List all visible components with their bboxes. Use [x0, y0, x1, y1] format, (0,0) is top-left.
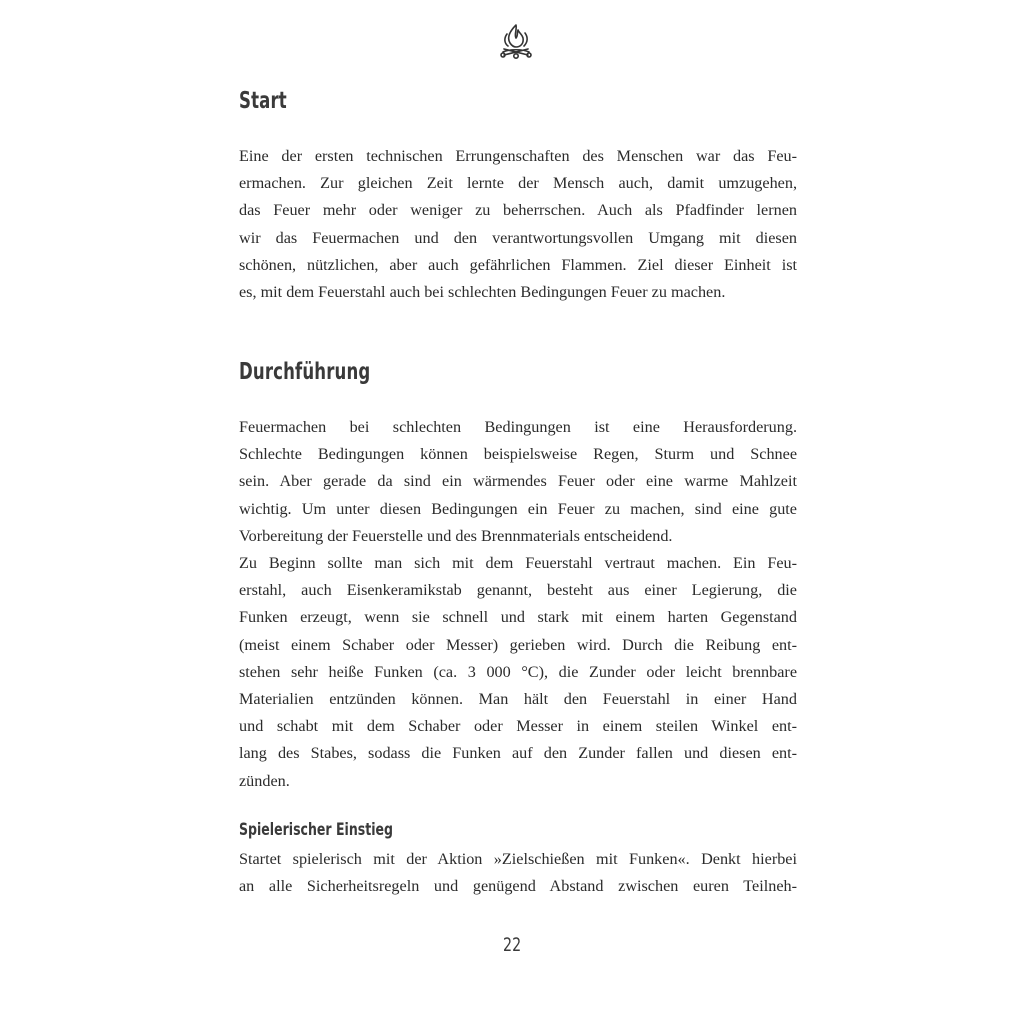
- text-line: Schlechte Bedingungen können beispielsweise Regen, Sturm und Schnee: [239, 445, 797, 464]
- text-line: Startet spielerisch mit der Aktion »Zielschießen mit Funken«. Denkt hierbei: [239, 850, 797, 868]
- text-line: schönen, nützlichen, aber auch gefährlichen Flammen. Ziel dieser Einheit ist: [239, 255, 797, 274]
- campfire-icon: [497, 22, 535, 62]
- section-heading-durchfuehrung: Durchführung: [239, 359, 371, 385]
- text-line: an alle Sicherheitsregeln und genügend Abstand zwischen euren Teilneh-: [239, 877, 797, 896]
- text-line: wir das Feuermachen und den verantwortungsvollen Umgang mit diesen: [239, 228, 797, 247]
- text-line: erstahl, auch Eisenkeramikstab genannt, besteht aus einer Legierung, die: [239, 581, 797, 600]
- text-line: Feuermachen bei schlechten Bedingungen ist eine Herausforderung.: [239, 418, 797, 436]
- text-line: Eine der ersten technischen Errungenschaften des Menschen war das Feu-: [239, 147, 797, 165]
- text-line: lang des Stabes, sodass die Funken auf den Zunder fallen und diesen ent-: [239, 744, 797, 763]
- paragraph-start: [239, 143, 797, 306]
- text-line: (meist einem Schaber oder Messer) gerieben wird. Durch die Reibung ent-: [239, 635, 797, 654]
- text-line: sein. Aber gerade da sind ein wärmendes Feuer oder eine warme Mahlzeit: [239, 472, 797, 491]
- text-line: ermachen. Zur gleichen Zeit lernte der Mensch auch, damit umzugehen,: [239, 174, 797, 193]
- text-line: Funken erzeugt, wenn sie schnell und stark mit einem harten Gegenstand: [239, 608, 797, 627]
- section-heading-start: Start: [239, 88, 287, 114]
- text-line: und schabt mit dem Schaber oder Messer in einem steilen Winkel ent-: [239, 717, 797, 736]
- text-line: stehen sehr heiße Funken (ca. 3 000 °C), die Zunder oder leicht brennbare: [239, 662, 797, 681]
- subsection-heading-einstieg: Spielerischer Einstieg: [239, 820, 394, 839]
- paragraph-durchfuehrung-2: [239, 550, 797, 795]
- text-line: das Feuer mehr oder weniger zu beherrschen. Auch als Pfadfinder lernen: [239, 201, 797, 220]
- text-line: Vorbereitung der Feuerstelle und des Brennmaterials entscheidend.: [239, 526, 673, 545]
- text-line: Materialien entzünden können. Man hält den Feuerstahl in einer Hand: [239, 689, 797, 708]
- page-number: [0, 934, 1024, 956]
- text-line: wichtig. Um unter diesen Bedingungen ein Feuer zu machen, sind eine gute: [239, 499, 797, 518]
- text-line: Zu Beginn sollte man sich mit dem Feuerstahl vertraut machen. Ein Feu-: [239, 554, 797, 572]
- page-number-text: 22: [502, 934, 522, 956]
- paragraph-einstieg: [239, 846, 797, 900]
- text-line: zünden.: [239, 771, 290, 790]
- text-line: es, mit dem Feuerstahl auch bei schlechten Bedingungen Feuer zu machen.: [239, 282, 726, 301]
- paragraph-durchfuehrung-1: [239, 414, 797, 550]
